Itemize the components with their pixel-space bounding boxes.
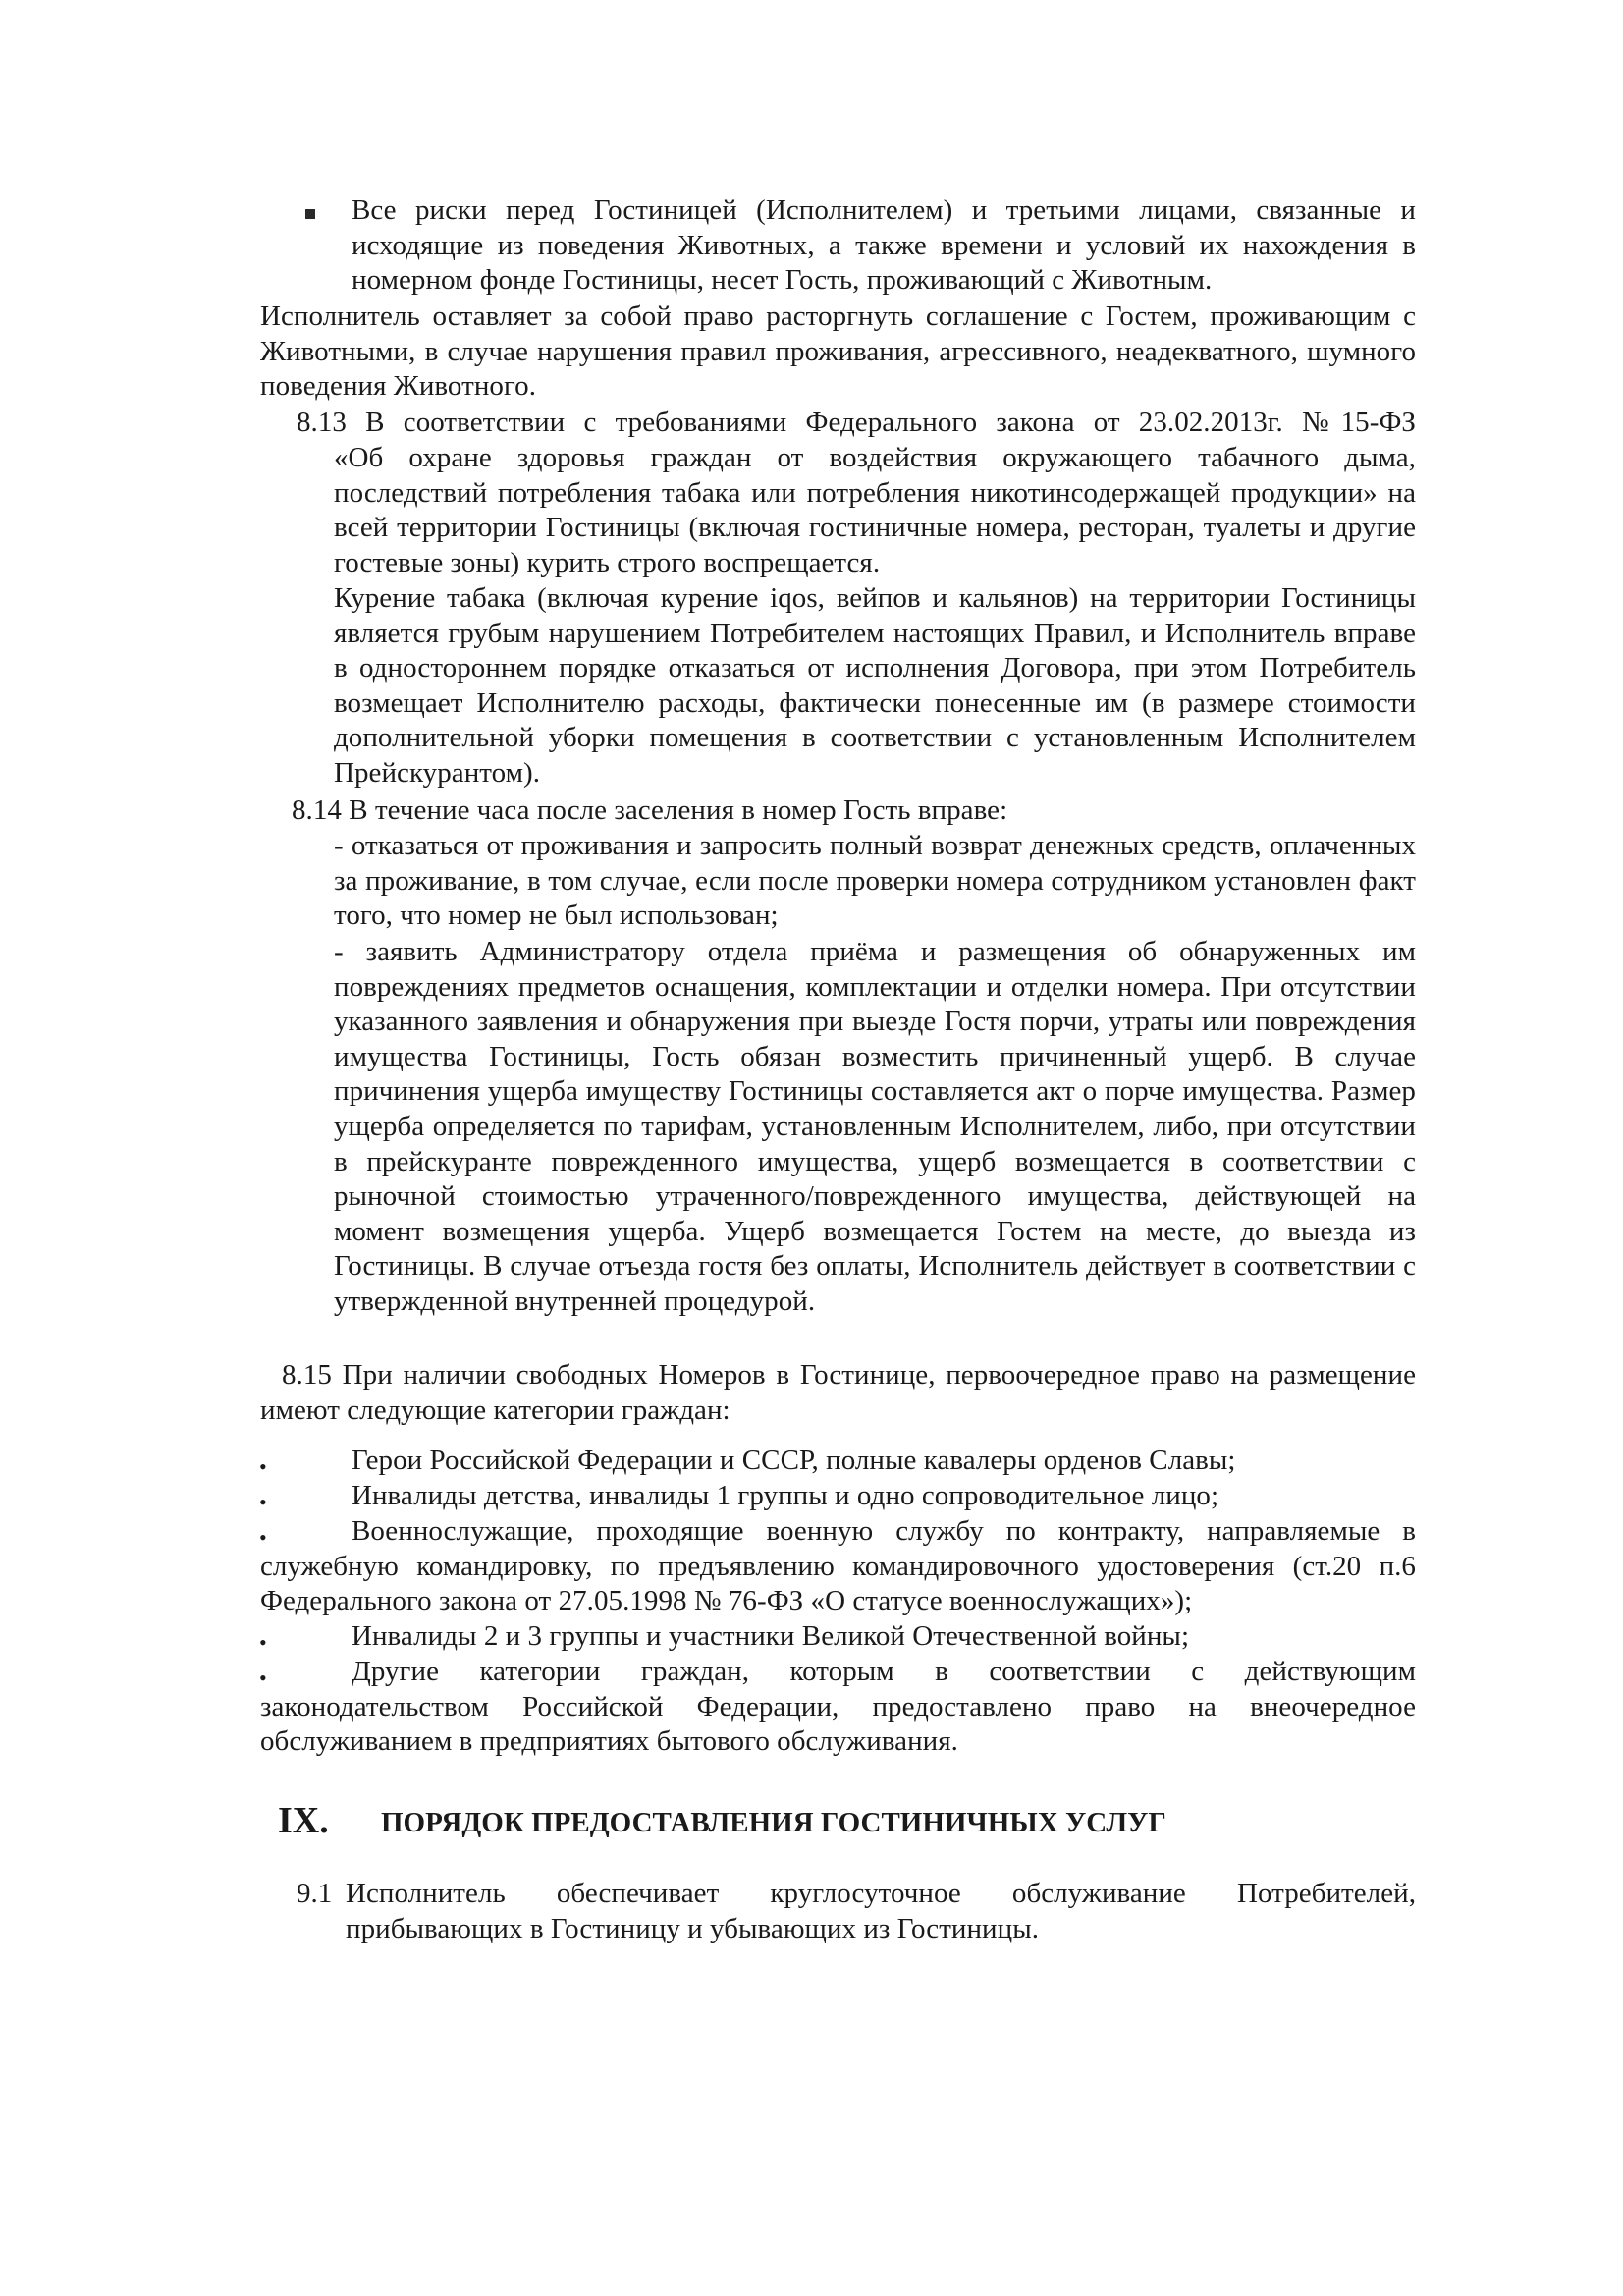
priority-category-disabled: Инвалиды детства, инвалиды 1 группы и одно сопроводительное лицо;: [352, 1480, 1219, 1511]
bullet-dot-icon: •: [259, 1454, 267, 1479]
clause-8-15-number: 8.15: [282, 1359, 332, 1391]
priority-category-military: Военнослужащие, проходящие военную службу по контракту, направляемые в служебную командировку, по предъявлению командировочного удостоверения (ст.20 п.6 Федерального закона от 27.05.1998 № 76-ФЗ «О статусе военнослужащих»);: [260, 1515, 1416, 1617]
clause-8-13-smoking: Курение табака (включая курение iqos, вейпов и кальянов) на территории Гостиницы является грубым нарушением Потребителем настоящих Правил, и Исполнитель вправе в одностороннем порядке отказаться от исполнения Договора, при этом Потребитель возмещает Исполнителю расходы, фактически понесенные им (в размере стоимости дополнительной уборки помещения в соответствии с установленным Исполнителем Прейскурантом).: [334, 582, 1416, 789]
priority-category-heroes: Герои Российской Федерации и СССР, полные кавалеры орденов Славы;: [352, 1445, 1236, 1476]
termination-paragraph: Исполнитель оставляет за собой право расторгнуть соглашение с Гостем, проживающим с Животными, в случае нарушения правил проживания, агрессивного, неадекватного, шумного поведения Животного.: [260, 301, 1416, 403]
priority-category-veterans: Инвалиды 2 и 3 группы и участники Великой Отечественной войны;: [352, 1620, 1190, 1652]
clause-8-14-lead: В течение часа после заселения в номер Гость вправе:: [349, 794, 1008, 826]
clause-8-13-body: «Об охране здоровья граждан от воздействия окружающего табачного дыма, последствий потребления табака или потребления никотинсодержащей продукции» на всей территории Гостиницы (включая гостиничные номера, ресторан, туалеты и другие гостевые зоны) курить строго воспрещается.: [334, 442, 1416, 578]
bullet-dot-icon: •: [259, 1630, 267, 1655]
bullet-dot-icon: •: [259, 1490, 267, 1514]
clause-8-14-item-refund: - отказаться от проживания и запросить полный возврат денежных средств, оплаченных за проживание, в том случае, если после проверки номера сотрудником установлен факт того, что номер не был использован;: [334, 830, 1416, 932]
bullet-dot-icon: •: [259, 1666, 267, 1690]
clause-9-1-text: Исполнитель обеспечивает круглосуточное обслуживание Потребителей, прибывающих в Гостиницу и убывающих из Гостиницы.: [346, 1878, 1416, 1944]
section-ix-roman-numeral: IX.: [278, 1800, 329, 1841]
clause-9-1-number: 9.1: [297, 1878, 333, 1909]
clause-8-14-first-line: [292, 793, 1411, 829]
clause-8-13-first-line: [297, 406, 1416, 441]
clause-8-14-item-damage: - заявить Администратору отдела приёма и размещения об обнаруженных им повреждениях предметов оснащения, комплектации и отделки номера. При отсутствии указанного заявления и обнаружения при выезде Гостя порчи, утраты или повреждения имущества Гостиницы, Гость обязан возместить причиненный ущерб. В случае причинения ущерба имуществу Гостиницы составляется акт о порче имущества. Размер ущерба определяется по тарифам, установленным Исполнителем, либо, при отсутствии в прейскуранте поврежденного имущества, ущерб возмещается в соответствии с рыночной стоимостью утраченного/поврежденного имущества, действующей на момент возмещения ущерба. Ущерб возмещается Гостем на месте, до выезда из Гостиницы. В случае отъезда гостя без оплаты, Исполнитель действует в соответствии с утвержденной внутренней процедурой.: [334, 936, 1416, 1317]
clause-8-13-number: 8.13: [297, 407, 347, 438]
square-bullet-icon: [305, 209, 315, 219]
clause-8-14-number: 8.14: [292, 794, 342, 826]
bullet-dot-icon: •: [259, 1525, 267, 1550]
risk-bullet-text: Все риски перед Гостиницей (Исполнителем) и третьими лицами, связанные и исходящие из поведения Животных, а также времени и условий их нахождения в номерном фонде Гостиницы, несет Гость, проживающий с Животным.: [352, 194, 1416, 297]
clause-8-13-lead: В соответствии с требованиями Федерального закона от 23.02.2013г. №15-ФЗ: [365, 407, 1416, 438]
priority-category-other: Другие категории граждан, которым в соответствии с действующим законодательством Российской Федерации, предоставлено право на внеочередное обслуживанием в предприятиях бытового обслуживания.: [260, 1656, 1416, 1758]
clause-8-15-lead: При наличии свободных Номеров в Гостинице, первоочередное право на размещение имеют следующие категории граждан:: [260, 1359, 1416, 1426]
clause-8-15-intro: [260, 1358, 1416, 1428]
section-ix-title: ПОРЯДОК ПРЕДОСТАВЛЕНИЯ ГОСТИНИЧНЫХ УСЛУГ: [381, 1807, 1166, 1838]
